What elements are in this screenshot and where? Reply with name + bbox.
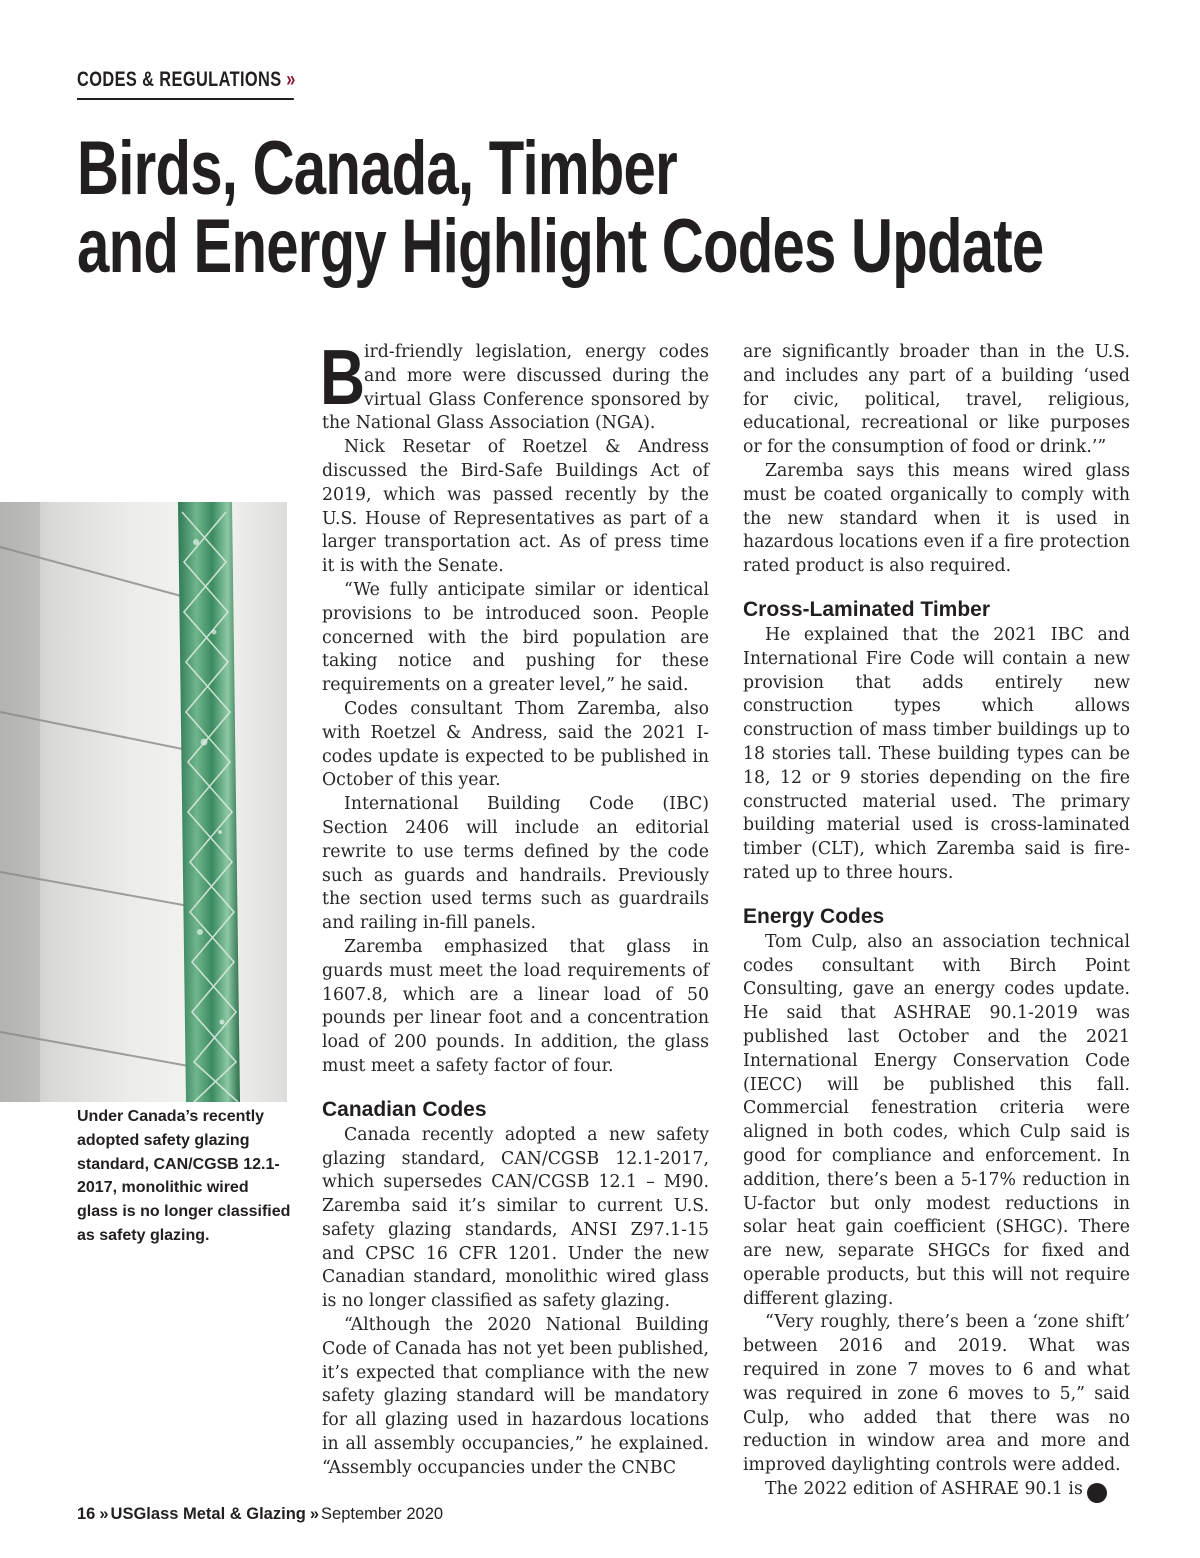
paragraph-text: The 2022 edition of ASHRAE 90.1 is bbox=[765, 1479, 1083, 1500]
article-paragraph: Zaremba emphasized that glass in guards must meet the load requirements of 1607.8, which are a linear load of 50 pounds per linear foot and a concentration load of 200 pounds. In addition, the glass must meet a safety factor of four. bbox=[322, 936, 709, 1076]
subhead-canadian-codes: Canadian Codes bbox=[322, 1097, 487, 1121]
paragraph-text: ird-friendly legislation, energy codes and more were discussed during the virtual Glass Conference sponsored by the National Glass Association (NGA). bbox=[322, 342, 709, 434]
section-label: CODES & REGULATIONS bbox=[77, 68, 282, 91]
publication-name: USGlass Metal & Glazing bbox=[110, 1505, 306, 1523]
page-footer bbox=[77, 1505, 443, 1524]
article-column-1 bbox=[320, 333, 709, 1481]
article-paragraph bbox=[320, 333, 709, 436]
photo-caption: Under Canada’s recently adopted safety glazing standard, CAN/CGSB 12.1-2017, monolithic wired glass is no longer classified as safety glazing. bbox=[77, 1108, 291, 1244]
article-column-2 bbox=[743, 341, 1130, 1503]
section-tag bbox=[77, 68, 294, 100]
article-paragraph: He explained that the 2021 IBC and International Fire Code will contain a new provision that adds entirely new construction types which allows construction of mass timber buildings up to 18 stories tall. These building types can be 18, 12 or 9 stories depending on the fire constructed material used. The primary building material used is cross-laminated timber (CLT), which Zaremba said is fire-rated up to three hours. bbox=[743, 624, 1130, 883]
issue-date: September 2020 bbox=[321, 1505, 444, 1523]
headline bbox=[77, 126, 1072, 289]
footer-chevron-icon: » bbox=[309, 1505, 318, 1523]
article-paragraph: International Building Code (IBC) Section 2406 will include an editorial rewrite to use terms defined by the code such as guards and handrails. Previously the section used terms such as guardrails and railing in-fill panels. bbox=[322, 794, 709, 934]
subhead-energy-codes: Energy Codes bbox=[743, 904, 885, 928]
article-paragraph: “We fully anticipate similar or identical provisions to be introduced soon. People concerned with the bird population are taking notice and pushing for these requirements on a greater level,” he said. bbox=[322, 579, 709, 696]
article-paragraph: Nick Resetar of Roetzel & Andress discussed the Bird-Safe Buildings Act of 2019, which was passed recently by the U.S. House of Representatives as part of a larger transportation act. As of press time it is with the Senate. bbox=[322, 437, 709, 577]
article-paragraph bbox=[743, 1478, 1130, 1503]
article-paragraph: “Although the 2020 National Building Code of Canada has not yet been published, it’s expected that compliance with the new safety glazing standard will be mandatory for all glazing used in hazardous locations in all assembly occupancies,” he explained. “Assembly occupancies under the CNBC bbox=[322, 1315, 709, 1478]
drop-cap: B bbox=[320, 333, 366, 421]
article-paragraph: Codes consultant Thom Zaremba, also with Roetzel & Andress, said the 2021 I-codes update is expected to be published in October of this year. bbox=[322, 698, 709, 791]
article-paragraph: Canada recently adopted a new safety glazing standard, CAN/CGSB 12.1-2017, which supersedes CAN/CGSB 12.1 – M90. Zaremba said it’s similar to current U.S. safety glazing standards, ANSI Z97.1-15 and CPSC 16 CFR 1201. Under the new Canadian standard, monolithic wired glass is no longer classified as safety glazing. bbox=[322, 1124, 709, 1312]
page-number: 16 bbox=[77, 1505, 96, 1523]
chevron-icon: » bbox=[286, 68, 294, 91]
article-paragraph: Zaremba says this means wired glass must be coated organically to comply with the new standard when it is used in hazardous locations even if a fire protection rated product is also required. bbox=[743, 460, 1130, 577]
article-paragraph: “Very roughly, there’s been a ‘zone shift’ between 2016 and 2019. What was required in zone 7 moves to 6 and what was required in zone 6 moves to 5,” said Culp, who added that there was no reduction in window area and more and improved daylighting controls were added. bbox=[743, 1312, 1130, 1476]
headline-line-2: and Energy Highlight Codes Update bbox=[77, 204, 1044, 289]
headline-line-1: Birds, Canada, Timber bbox=[77, 126, 677, 211]
article-paragraph: are significantly broader than in the U.S. and includes any part of a building ‘used for civic, political, travel, religious, educational, recreational or like purposes or for the consumption of food or drink.’” bbox=[743, 342, 1130, 458]
wired-glass-photo bbox=[0, 502, 287, 1102]
continue-arrow-icon[interactable]: ➜ bbox=[1087, 1483, 1107, 1503]
wired-glass-illustration bbox=[0, 502, 287, 1102]
footer-chevron-icon: » bbox=[99, 1505, 107, 1523]
article-paragraph: Tom Culp, also an association technical codes consultant with Birch Point Consulting, gave an energy codes update. He said that ASHRAE 90.1-2019 was published last October and the 2021 International Energy Conservation Code (IECC) will be published this fall. Commercial fenestration criteria were aligned in both codes, which Culp said is good for compliance and enforcement. In addition, there’s been a 5-17% reduction in U-factor but only modest reductions in solar heat gain coefficient (SHGC). There are new, separate SHGCs for fixed and operable products, but this will not require different glazing. bbox=[743, 931, 1130, 1309]
subhead-cross-laminated-timber: Cross-Laminated Timber bbox=[743, 597, 991, 621]
